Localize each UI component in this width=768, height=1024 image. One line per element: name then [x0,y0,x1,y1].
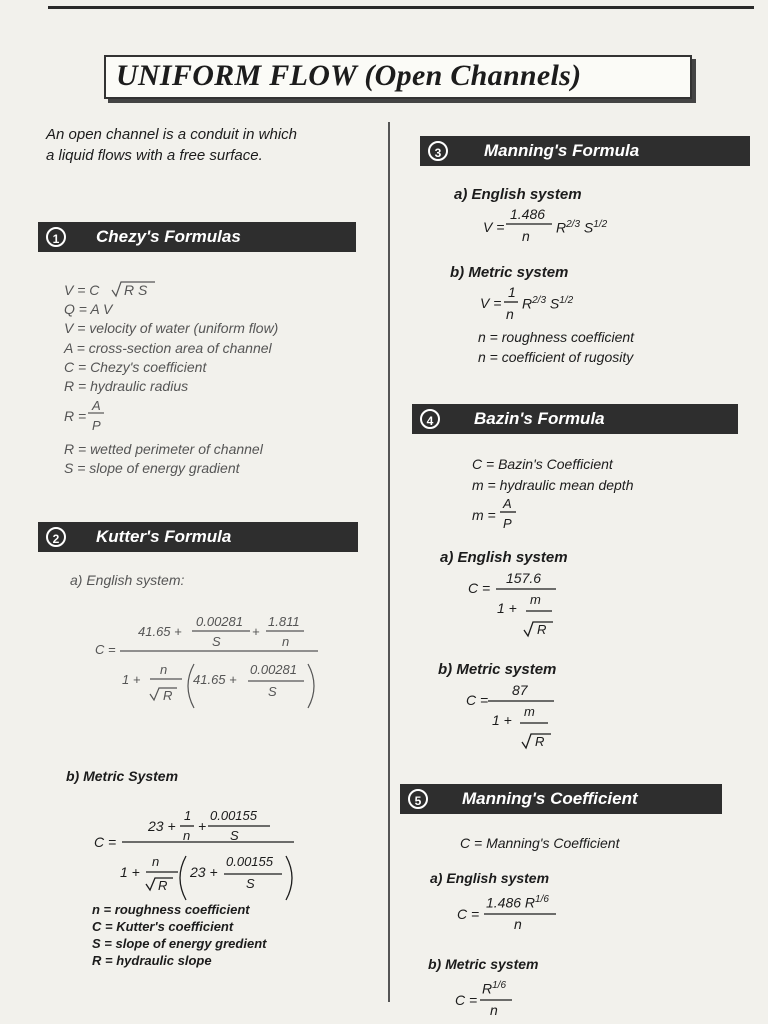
subsection-label: b) Metric system [438,661,557,678]
equation-term: 41.65 + [193,672,237,687]
equation-lhs: C = [455,992,478,1008]
equation-lhs: m = [472,507,496,523]
fraction-denominator: R [158,878,168,893]
equation-term: 1 + [497,600,517,616]
manning-formula-strokes [504,224,552,302]
kutter-english-strokes [120,631,318,708]
definition-line: R = hydraulic radius [64,378,189,394]
fraction-denominator: R [163,688,173,703]
fraction-numerator: 157.6 [506,570,542,586]
section-title: Bazin's Formula [474,409,605,428]
fraction-denominator: S [230,828,239,843]
equation-term: + [252,624,260,639]
exponent: 1/6 [535,894,549,905]
definition-line: C = Manning's Coefficient [460,835,620,851]
definition-line: S = slope of energy gredient [92,936,267,951]
symbol: R [556,219,567,236]
formula-line: R = [64,408,87,424]
equation-lhs: C = [95,642,116,657]
equation-lhs: C = [94,834,117,850]
section-number: 3 [428,141,448,161]
radical-sign [150,688,177,700]
left-paren [188,664,194,708]
definition-line: S = slope of energy gradient [64,460,240,476]
fraction-numerator: n [152,854,160,869]
subsection-label: a) English system [454,186,582,203]
fraction-denominator: n [183,828,191,843]
subsection-label: a) English system [440,549,568,566]
section-number: 2 [46,527,66,547]
sqrt-argument: R S [124,282,148,298]
formula-line: Q = A V [64,301,113,317]
expression: 1.486 R [486,894,536,911]
symbol: S [583,219,594,236]
definition-line: A = cross-section area of channel [64,340,272,356]
fraction-numerator: 87 [512,682,528,698]
exponent: 1/6 [492,980,507,991]
fraction-numerator: 0.00281 [196,614,243,629]
fraction-denominator: n [522,228,530,244]
fraction-numerator: 1 [184,808,192,823]
equation-lhs: V = [480,295,502,311]
section-title: Chezy's Formulas [96,227,241,246]
exponent: 1/2 [593,219,608,230]
equation-term: 41.65 + [138,624,182,639]
section-number: 1 [46,227,66,247]
fraction-denominator: R [535,734,545,749]
subsection-label: a) English system [430,870,550,886]
equation-term: 1 + [492,712,512,728]
definition-line: m = hydraulic mean depth [472,477,634,493]
fraction-numerator: 0.00155 [226,854,273,869]
definition-line: n = roughness coefficient [478,329,635,345]
definition-line: R = wetted perimeter of channel [64,441,263,457]
fraction-numerator: A [92,398,101,413]
radical-sign [146,878,173,890]
equation-term: 23 + [190,864,218,880]
fraction-numerator: m [530,592,541,607]
fraction-denominator: P [92,418,101,433]
radical-sign [524,622,553,636]
manning-coefficient-strokes [480,914,556,1000]
equation-lhs: C = [468,580,491,596]
fraction-numerator: A [503,496,512,511]
fraction-denominator: S [246,876,255,891]
definition-line: C = Bazin's Coefficient [472,456,613,472]
fraction-denominator: n [490,1002,498,1018]
definition-line: R = hydraulic slope [92,953,212,968]
fraction-denominator: n [514,916,522,932]
fraction-numerator: 1.486 [510,206,546,222]
equation-lhs: C = [457,906,480,922]
fraction-numerator: 1.811 [268,614,300,629]
exponent: 2/3 [532,295,547,306]
fraction-denominator: P [503,516,512,531]
exponent: 2/3 [566,219,581,230]
fraction-denominator: R [537,622,547,637]
equation-term: 23 + [148,818,176,834]
definition-line: C = Kutter's coefficient [92,919,234,934]
formula-line: V = C [64,282,100,298]
bazin-strokes [488,512,556,748]
kutter-metric-strokes [122,826,294,900]
subsection-label: b) Metric system [450,264,569,281]
section-number: 4 [420,409,440,429]
fraction-denominator: n [506,306,514,322]
section-title: Manning's Formula [484,141,640,160]
symbol: S [549,295,560,312]
radical-sign [522,734,551,748]
fraction-denominator: S [268,684,277,699]
fraction-numerator: m [524,704,535,719]
fraction-numerator: 1 [508,284,516,300]
fraction-denominator: S [212,634,221,649]
subsection-label: a) English system: [70,572,185,588]
exponent: 1/2 [559,295,574,306]
intro-line: An open channel is a conduit in which [46,126,298,143]
definition-line: V = velocity of water (uniform flow) [64,320,279,336]
right-paren [286,856,292,900]
intro-line: a liquid flows with a free surface. [46,147,263,164]
radical-sign [112,282,155,296]
definition-line: n = roughness coefficient [92,902,250,917]
equation-lhs: V = [483,219,505,235]
fraction-numerator: 0.00155 [210,808,257,823]
expression: R [482,980,493,997]
subsection-label: b) Metric System [66,768,179,784]
equation-term: + [198,818,207,834]
left-paren [180,856,186,900]
definition-line: n = coefficient of rugosity [478,349,634,365]
fraction-numerator: 0.00281 [250,662,297,677]
equation-term: 1 + [122,672,141,687]
definition-line: C = Chezy's coefficient [64,359,207,375]
right-paren [308,664,314,708]
fraction-numerator: n [160,662,168,677]
equation-term: 1 + [120,864,140,880]
symbol: R [522,295,533,312]
section-number: 5 [408,789,428,809]
chezy-strokes [88,282,155,413]
equation-lhs: C = [466,692,489,708]
section-title: Kutter's Formula [96,527,232,546]
page-title: UNIFORM FLOW (Open Channels) [116,59,582,92]
subsection-label: b) Metric system [428,956,539,972]
fraction-denominator: n [282,634,290,649]
section-title: Manning's Coefficient [462,789,638,808]
